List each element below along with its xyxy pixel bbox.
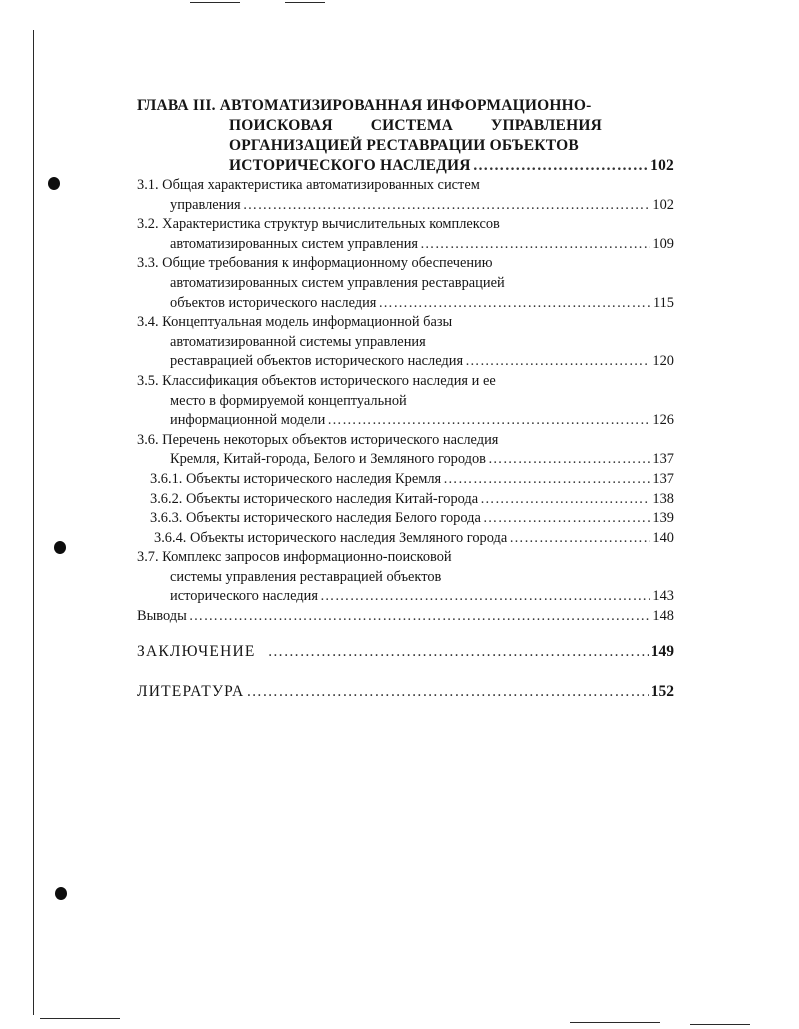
table-of-contents <box>137 96 674 702</box>
toc-entry: 3.5. Классификация объектов исторического наследия и ее место в формируемой концептуальной информационной модели ………………………………………………………………………………………………………………………………………………………… 126 <box>137 372 674 431</box>
toc-entry: 3.7. Комплекс запросов информационно-поисковой системы управления реставрацией объектов исторического наследия ………………………………………………………………………………………………………………………………………………………… 143 <box>137 548 674 607</box>
toc-entry: 3.3. Общие требования к информационному обеспечению автоматизированных систем управления реставрацией объектов исторического наследия ………………………………………………………………………………………………………………………………………………………… 115 <box>137 254 674 313</box>
punch-hole-bottom <box>55 887 67 900</box>
scan-edge-left <box>33 30 34 1015</box>
toc-entry: 3.6. Перечень некоторых объектов исторического наследия Кремля, Китай-города, Белого и Земляного городов ………………………………………………………………………………………………………………………………………………………… 137 <box>137 431 674 470</box>
page-number: 137 <box>652 451 674 468</box>
toc-subentry: 3.6.3. Объекты исторического наследия Белого города ………………………………………………………………………………………………………………………………………………………… 139 <box>137 509 674 529</box>
toc-entry-literature: ЛИТЕРАТУРА ………………………………………………………………………………………………………………………………………………………… 152 <box>137 682 674 702</box>
toc-subentry: 3.6.2. Объекты исторического наследия Китай-города ………………………………………………………………………………………………………………………………………………………… 138 <box>137 490 674 510</box>
leader-dots <box>246 682 648 702</box>
leader-dots <box>378 294 651 314</box>
page-number: 149 <box>650 642 674 660</box>
toc-entry: 3.4. Концептуальная модель информационной базы автоматизированной системы управления реставрацией объектов исторического наследия ………………………………………………………………………………………………………………………………………………………… 120 <box>137 313 674 372</box>
page-number: 138 <box>652 490 674 507</box>
toc-entry: 3.2. Характеристика структур вычислительных комплексов автоматизированных систем управления ………………………………………………………………………………………………………………………………………………………… 109 <box>137 215 674 254</box>
toc-subentry: 3.6.1. Объекты исторического наследия Кремля ………………………………………………………………………………………………………………………………………………………… 137 <box>137 470 674 490</box>
scan-edge-top <box>285 2 325 3</box>
chapter-title-line: ГЛАВА III. АВТОМАТИЗИРОВАННАЯ ИНФОРМАЦИОННО- <box>137 97 592 114</box>
leader-dots <box>465 352 650 372</box>
toc-subentry: 3.6.4. Объекты исторического наследия Земляного города ………………………………………………………………………………………………………………………………………………………… 140 <box>137 529 674 549</box>
leader-dots <box>327 411 650 431</box>
page-number: 109 <box>652 235 674 252</box>
punch-hole-middle <box>54 541 66 554</box>
page-number: 102 <box>652 196 674 213</box>
leader-dots <box>189 607 651 627</box>
chapter-title-line: ПОИСКОВАЯ СИСТЕМА УПРАВЛЕНИЯ <box>229 117 602 134</box>
leader-dots <box>473 156 648 176</box>
chapter-heading <box>137 96 674 176</box>
leader-dots <box>509 529 650 549</box>
page-number: 152 <box>650 682 674 700</box>
page-number: 148 <box>652 608 674 625</box>
page-number: 143 <box>652 588 674 605</box>
leader-dots <box>243 196 651 216</box>
page-number: 126 <box>652 412 674 429</box>
scan-edge-bottom <box>570 1022 660 1023</box>
leader-dots <box>483 509 651 529</box>
leader-dots <box>480 490 650 510</box>
leader-dots <box>268 642 649 662</box>
leader-dots <box>488 450 650 470</box>
leader-dots <box>320 587 650 607</box>
leader-dots <box>443 470 650 490</box>
page-number: 102 <box>650 157 674 174</box>
punch-hole-top <box>48 177 60 190</box>
page-number: 115 <box>652 294 674 311</box>
toc-entry-final: ЗАКЛЮЧЕНИЕ ………………………………………………………………………………………………………………………………………………………… 149 <box>137 642 674 662</box>
page-number: 137 <box>652 470 674 487</box>
page-number: 120 <box>652 353 674 370</box>
page-number: 139 <box>652 510 674 527</box>
page-number: 140 <box>652 529 674 546</box>
chapter-title-line: ИСТОРИЧЕСКОГО НАСЛЕДИЯ ………………………………………………………………………………………………………………………………………………………… 102 <box>137 156 674 176</box>
scan-edge-top <box>190 2 240 3</box>
scan-edge-bottom <box>690 1024 750 1025</box>
toc-entry: 3.1. Общая характеристика автоматизированных систем управления ………………………………………………………………………………………………………………………………………………………… 102 <box>137 176 674 215</box>
toc-entry-conclusions: Выводы ………………………………………………………………………………………………………………………………………………………… 148 <box>137 607 674 627</box>
chapter-title-line: ОРГАНИЗАЦИЕЙ РЕСТАВРАЦИИ ОБЪЕКТОВ <box>229 137 579 154</box>
leader-dots <box>420 235 650 255</box>
scan-edge-bottom <box>40 1018 120 1019</box>
